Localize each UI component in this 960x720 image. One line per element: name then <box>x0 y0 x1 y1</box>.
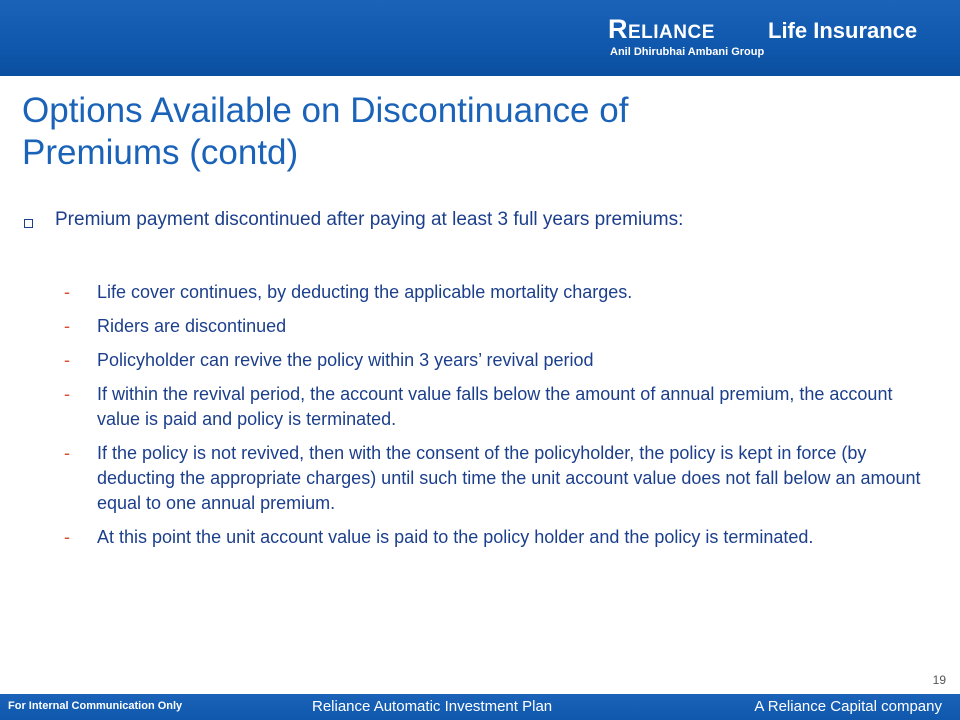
footer-bar <box>0 694 960 720</box>
title-line-2: Premiums (contd) <box>22 133 299 172</box>
footer-presentation-title: Reliance Automatic Investment Plan <box>312 698 553 715</box>
main-bullet-text: Premium payment discontinued after paying at least 3 full years premiums: <box>55 209 684 230</box>
dash-bullet: - <box>64 350 70 370</box>
footer-company: A Reliance Capital company <box>754 698 942 715</box>
slide-title <box>22 90 922 174</box>
list-item-text: Riders are discontinued <box>97 316 287 336</box>
list-item <box>64 348 934 373</box>
dash-bullet: - <box>64 282 70 302</box>
dash-bullet: - <box>64 443 70 463</box>
list-item-text: Policyholder can revive the policy within 3 years’ revival period <box>97 350 594 370</box>
logo-tagline: Anil Dhirubhai Ambani Group <box>610 46 765 58</box>
list-item-text: If within the revival period, the account value falls below the amount of annual premium, the account value is paid and policy is terminated. <box>97 384 893 429</box>
header-bar <box>0 0 960 76</box>
logo-brand: Reliance <box>608 14 715 44</box>
sub-bullet-list <box>64 280 934 559</box>
list-item <box>64 525 934 550</box>
page-number: 19 <box>932 673 946 687</box>
list-item-text: Life cover continues, by deducting the applicable mortality charges. <box>97 282 633 302</box>
list-item <box>64 280 934 305</box>
dash-bullet: - <box>64 316 70 336</box>
list-item <box>64 382 934 432</box>
dash-bullet: - <box>64 384 70 404</box>
list-item <box>64 441 934 516</box>
list-item-text: At this point the unit account value is paid to the policy holder and the policy is terminated. <box>97 527 814 547</box>
square-bullet-icon <box>24 219 33 228</box>
list-item-text: If the policy is not revived, then with the consent of the policyholder, the policy is kept in force (by deducting the appropriate charges) until such time the unit account value does not fall below an amount equal to one annual premium. <box>97 443 921 513</box>
list-item <box>64 314 934 339</box>
dash-bullet: - <box>64 527 70 547</box>
reliance-logo <box>608 14 938 64</box>
title-line-1: Options Available on Discontinuance of <box>22 91 629 130</box>
logo-product: Life Insurance <box>768 18 918 43</box>
footer-confidentiality-note: For Internal Communication Only <box>8 700 183 712</box>
main-bullet <box>22 208 922 232</box>
